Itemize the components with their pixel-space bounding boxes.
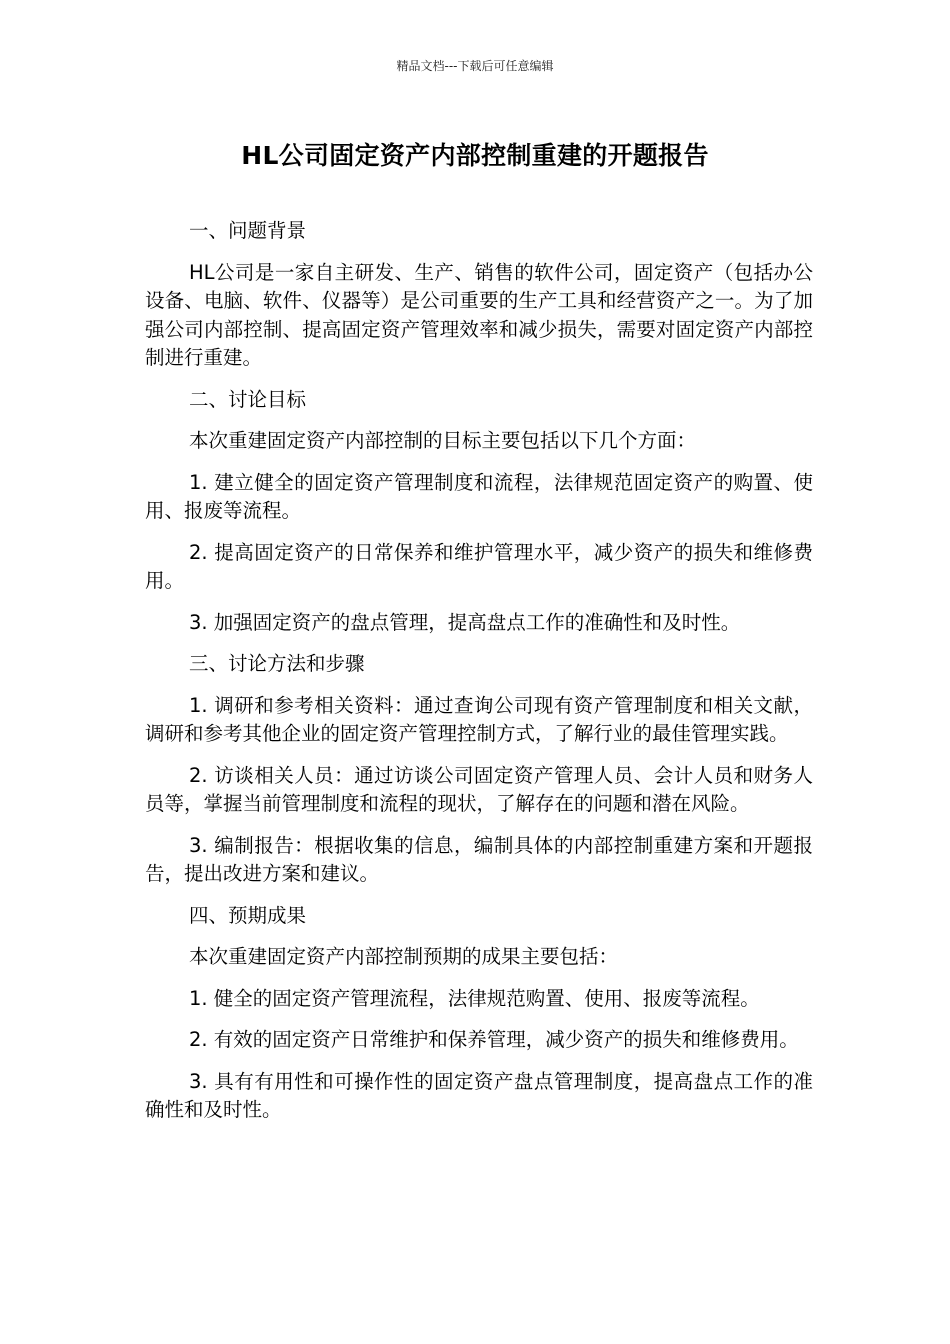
document-title: HL公司固定资产内部控制重建的开题报告 [241, 141, 709, 170]
paragraph-background: HL公司是一家自主研发、生产、销售的软件公司，固定资产（包括办公设备、电脑、软件、仪器等）是公司重要的生产工具和经营资产之一。为了加强公司内部控制、提高固定资产管理效率和减少损失，需要对固定资产内部控制进行重建。 [145, 260, 813, 369]
section-heading-goals: 二、讨论目标 [189, 387, 307, 411]
section-heading-background: 一、问题背景 [189, 219, 307, 242]
outcome-item-3: 3. 具有有用性和可操作性的固定资产盘点管理制度，提高盘点工作的准确性和及时性。 [145, 1069, 813, 1121]
method-item-1: 1. 调研和参考相关资料：通过查询公司现有资产管理制度和相关文献，调研和参考其他企业的固定资产管理控制方式，了解行业的最佳管理实践。 [145, 693, 813, 745]
paragraph-goals-intro: 本次重建固定资产内部控制的目标主要包括以下几个方面： [189, 429, 697, 452]
method-item-2: 2. 访谈相关人员：通过访谈公司固定资产管理人员、会计人员和财务人员等，掌握当前管理制度和流程的现状，了解存在的问题和潜在风险。 [145, 763, 813, 815]
section-heading-methods: 三、讨论方法和步骤 [189, 652, 365, 675]
document-body [145, 217, 813, 1138]
page-header: 精品文档---下载后可任意编辑 [396, 59, 554, 73]
section-heading-outcomes: 四、预期成果 [189, 903, 307, 927]
outcome-item-1: 1. 健全的固定资产管理流程，法律规范购置、使用、报废等流程。 [189, 986, 760, 1010]
goal-item-2: 2. 提高固定资产的日常保养和维护管理水平，减少资产的损失和维修费用。 [145, 540, 813, 592]
paragraph-outcomes-intro: 本次重建固定资产内部控制预期的成果主要包括： [189, 945, 619, 968]
goal-item-1: 1. 建立健全的固定资产管理制度和流程，法律规范固定资产的购置、使用、报废等流程。 [145, 470, 813, 522]
goal-item-3: 3. 加强固定资产的盘点管理，提高盘点工作的准确性和及时性。 [189, 610, 741, 634]
outcome-item-2: 2. 有效的固定资产日常维护和保养管理，减少资产的损失和维修费用。 [189, 1028, 799, 1051]
method-item-3: 3. 编制报告：根据收集的信息，编制具体的内部控制重建方案和开题报告，提出改进方案和建议。 [145, 833, 813, 885]
